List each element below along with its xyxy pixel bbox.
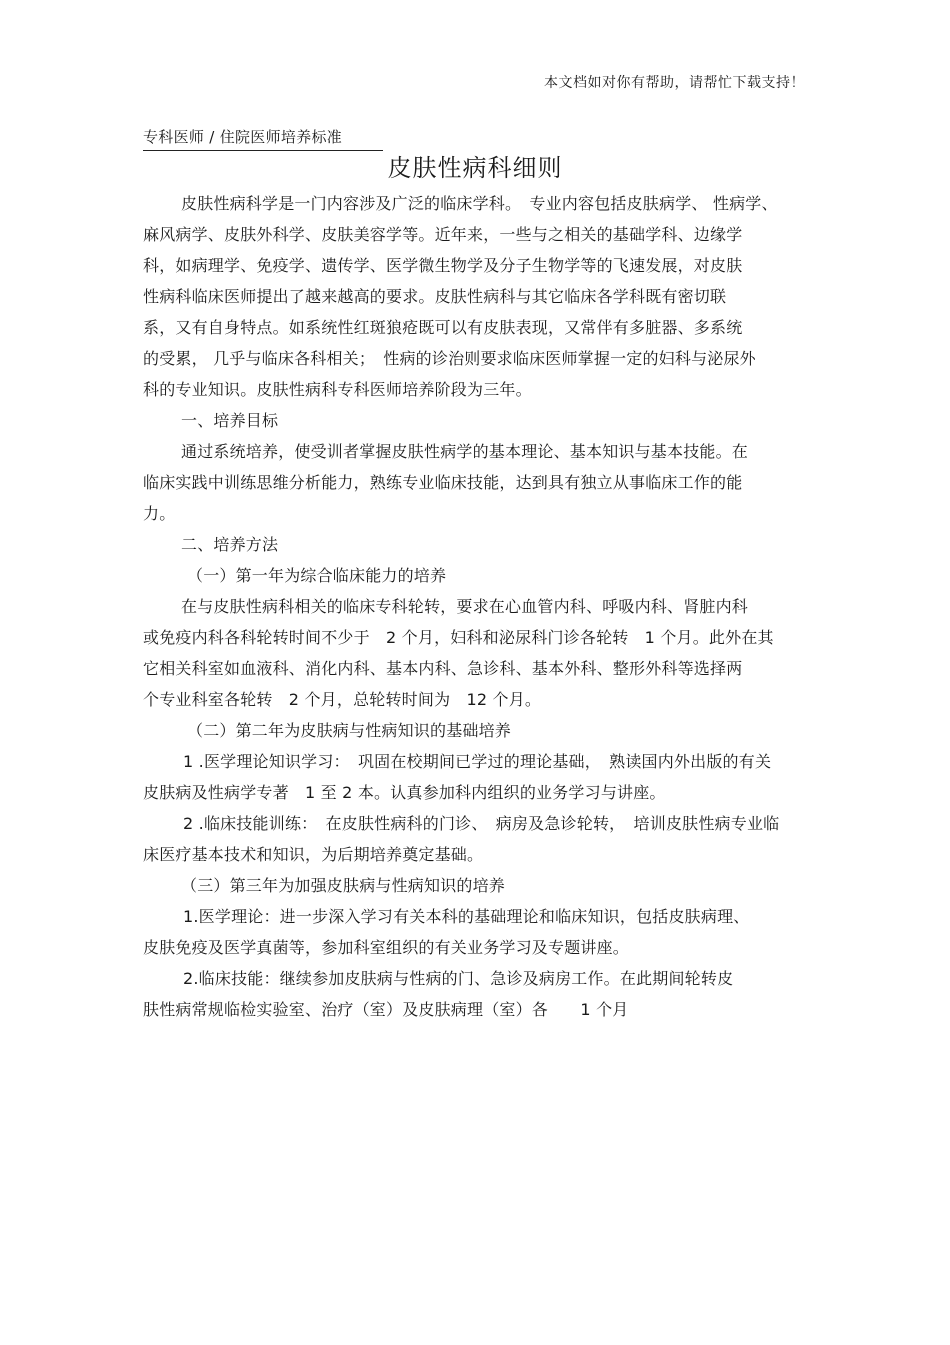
paragraph-line: 通过系统培养，使受训者掌握皮肤性病学的基本理论、基本知识与基本技能。在	[181, 442, 749, 461]
paragraph-line: 在与皮肤性病科相关的临床专科轮转，要求在心血管内科、呼吸内科、肾脏内科	[181, 597, 749, 616]
numbered-item-line: 1 .医学理论知识学习： 巩固在校期间已学过的理论基础， 熟读国内外出版的有关	[183, 752, 772, 771]
paragraph-line: 床医疗基本技术和知识，为后期培养奠定基础。	[143, 845, 484, 864]
paragraph-line: 个专业科室各轮转 2 个月，总轮转时间为 12 个月。	[143, 690, 542, 709]
document-category: 专科医师 / 住院医师培养标准	[143, 126, 383, 151]
paragraph-line: 它相关科室如血液科、消化内科、基本内科、急诊科、基本外科、整形外科等选择两	[143, 659, 743, 678]
document-body	[143, 188, 843, 1025]
document-title: 皮肤性病科细则	[387, 154, 563, 182]
header-note: 本文档如对你有帮助，请帮忙下载支持！	[544, 75, 805, 91]
paragraph-line: 或免疫内科各科轮转时间不少于 2 个月，妇科和泌尿科门诊各轮转 1 个月。此外在其	[143, 628, 774, 647]
paragraph-line: 力。	[143, 504, 176, 523]
section-heading: 一、培养目标	[181, 411, 279, 430]
paragraph-line: 皮肤性病科学是一门内容涉及广泛的临床学科。 专业内容包括皮肤病学、 性病学、	[181, 194, 778, 213]
subsection-heading: （二）第二年为皮肤病与性病知识的基础培养	[187, 721, 512, 740]
numbered-item-line: 1.医学理论：进一步深入学习有关本科的基础理论和临床知识，包括皮肤病理、	[183, 907, 750, 926]
paragraph-line: 的受累， 几乎与临床各科相关； 性病的诊治则要求临床医师掌握一定的妇科与泌尿外	[143, 349, 756, 368]
numbered-item-line: 2 .临床技能训练： 在皮肤性病科的门诊、 病房及急诊轮转， 培训皮肤性病专业临	[183, 814, 780, 833]
paragraph-line: 性病科临床医师提出了越来越高的要求。皮肤性病科与其它临床各学科既有密切联	[143, 287, 727, 306]
numbered-item-line: 2.临床技能：继续参加皮肤病与性病的门、急诊及病房工作。在此期间轮转皮	[183, 969, 734, 988]
subsection-heading: （一）第一年为综合临床能力的培养	[187, 566, 447, 585]
paragraph-line: 皮肤病及性病学专著 1 至 2 本。认真参加科内组织的业务学习与讲座。	[143, 783, 666, 802]
subsection-heading: （三）第三年为加强皮肤病与性病知识的培养	[181, 876, 506, 895]
paragraph-line: 肤性病常规临检实验室、治疗（室）及皮肤病理（室）各 1 个月	[143, 1000, 629, 1019]
paragraph-line: 系，又有自身特点。如系统性红斑狼疮既可以有皮肤表现，又常伴有多脏器、多系统	[143, 318, 743, 337]
paragraph-line: 皮肤免疫及医学真菌等，参加科室组织的有关业务学习及专题讲座。	[143, 938, 630, 957]
paragraph-line: 科，如病理学、免疫学、遗传学、医学微生物学及分子生物学等的飞速发展，对皮肤	[143, 256, 743, 275]
section-heading: 二、培养方法	[181, 535, 279, 554]
paragraph-line: 麻风病学、皮肤外科学、皮肤美容学等。近年来，一些与之相关的基础学科、边缘学	[143, 225, 743, 244]
paragraph-line: 科的专业知识。皮肤性病科专科医师培养阶段为三年。	[143, 380, 532, 399]
paragraph-line: 临床实践中训练思维分析能力，熟练专业临床技能，达到具有独立从事临床工作的能	[143, 473, 743, 492]
